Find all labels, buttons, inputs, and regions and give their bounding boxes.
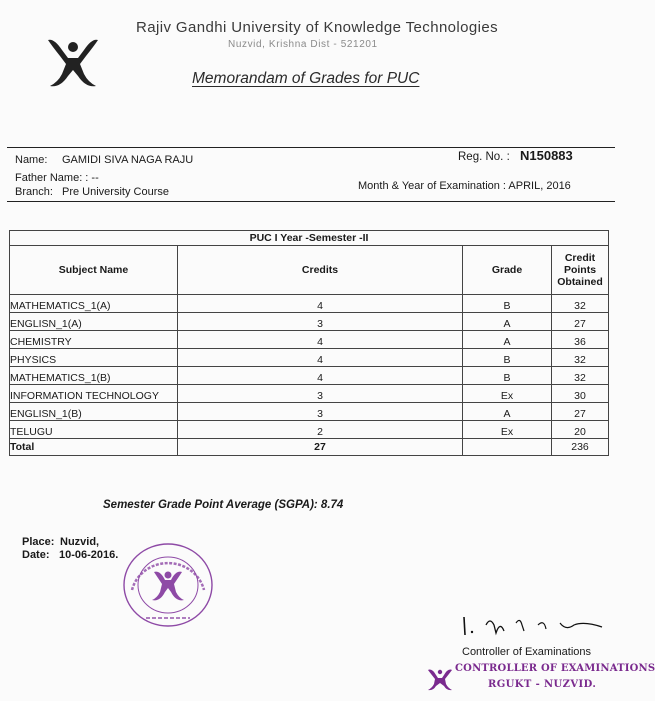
reg-no-value: N150883 [520,148,573,163]
place-label: Place: [22,536,55,548]
subject-cell: MATHEMATICS_1(A) [10,295,178,313]
father-name-label: Father Name: : -- [15,172,99,184]
university-seal [118,540,218,630]
credits-cell: 2 [178,421,463,439]
credits-cell: 4 [178,349,463,367]
total-grade-empty [463,439,552,456]
credits-cell: 3 [178,403,463,421]
subject-cell: ENGLISN_1(A) [10,313,178,331]
stamp-logo [426,666,454,692]
document-title: Memorandam of Grades for PUC [192,70,420,87]
grade-cell: A [463,403,552,421]
sgpa-text: Semester Grade Point Average (SGPA): 8.74 [103,499,344,511]
credits-cell: 3 [178,385,463,403]
col-credits-header: Credits [178,246,463,295]
points-cell: 32 [552,349,609,367]
credits-cell: 4 [178,367,463,385]
table-header-row [10,246,609,295]
col-subject-header: Subject Name [10,246,178,295]
table-row [10,331,609,349]
total-credits: 27 [178,439,463,456]
grade-cell: B [463,349,552,367]
credits-cell: 4 [178,331,463,349]
points-cell: 32 [552,367,609,385]
date-label: Date: [22,549,50,561]
semester-title: PUC I Year -Semester -II [10,231,609,246]
grade-cell: Ex [463,385,552,403]
table-row [10,349,609,367]
points-cell: 30 [552,385,609,403]
table-row [10,421,609,439]
points-cell: 20 [552,421,609,439]
points-cell: 32 [552,295,609,313]
grade-cell: Ex [463,421,552,439]
name-label: Name: [15,154,48,166]
subject-cell: ENGLISN_1(B) [10,403,178,421]
credits-cell: 4 [178,295,463,313]
col-grade-header: Grade [463,246,552,295]
col-points-header: Credit Points Obtained [552,246,609,295]
place-value: Nuzvid, [60,536,100,548]
student-name: GAMIDI SIVA NAGA RAJU [62,154,194,166]
reg-no-label: Reg. No. : [458,151,510,163]
subject-cell: MATHEMATICS_1(B) [10,367,178,385]
controller-label: Controller of Examinations [462,646,592,658]
branch-label: Branch: [15,186,53,198]
controller-signature [456,611,612,641]
date-value: 10-06-2016. [59,549,119,561]
subject-cell: PHYSICS [10,349,178,367]
grade-cell: B [463,367,552,385]
stamp-subtitle: RGUKT - NUZVID. [488,679,597,690]
university-name: Rajiv Gandhi University of Knowledge Technologies [136,19,499,36]
table-row [10,403,609,421]
grade-cell: B [463,295,552,313]
grade-cell: A [463,313,552,331]
points-cell: 27 [552,313,609,331]
exam-month-year: Month & Year of Examination : APRIL, 2016 [358,180,571,192]
stamp-title: CONTROLLER OF EXAMINATIONS [455,663,655,674]
total-label: Total [10,439,178,456]
points-cell: 27 [552,403,609,421]
branch-value: Pre University Course [62,186,169,198]
subject-cell: CHEMISTRY [10,331,178,349]
table-title-row [10,231,609,246]
subject-cell: INFORMATION TECHNOLOGY [10,385,178,403]
university-logo [38,34,108,90]
grade-table [9,230,609,456]
grade-cell: A [463,331,552,349]
university-address: Nuzvid, Krishna Dist - 521201 [228,39,378,50]
subject-cell: TELUGU [10,421,178,439]
credits-cell: 3 [178,313,463,331]
table-row [10,313,609,331]
total-row [10,439,609,456]
points-cell: 36 [552,331,609,349]
table-row [10,385,609,403]
total-points: 236 [552,439,609,456]
table-row [10,367,609,385]
table-row [10,295,609,313]
